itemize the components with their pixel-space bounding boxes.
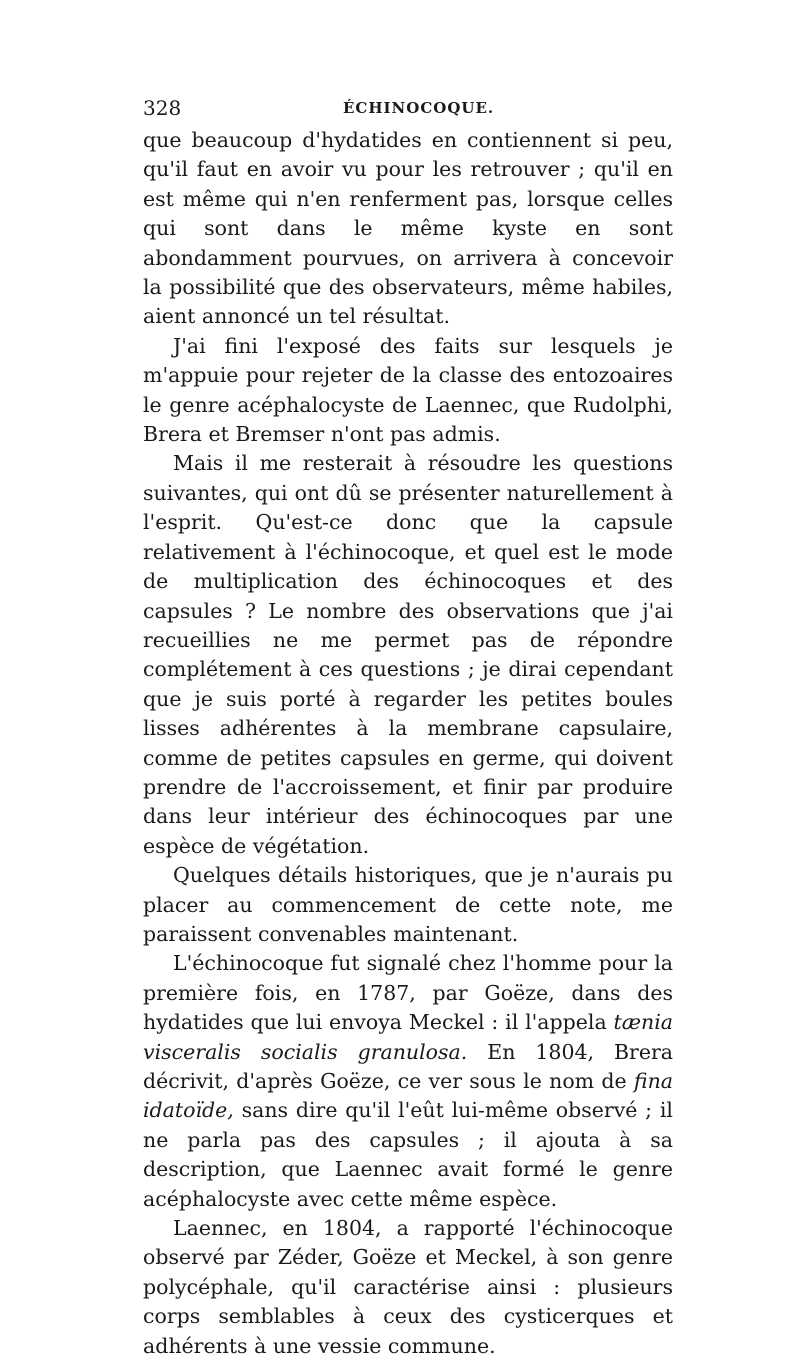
paragraph bbox=[143, 126, 673, 332]
paragraph bbox=[143, 949, 673, 1214]
text-run: Laennec, en 1804, a rapporté l'échinocoque observé par Zéder, Goëze et Meckel, à son genre polycéphale, qu'il caractérise ainsi : plusieurs corps semblables à ceux des cysticerques et adhérents à une vessie commune. bbox=[143, 1216, 673, 1358]
paragraph bbox=[143, 332, 673, 450]
text-run: Quelques détails historiques, que je n'aurais pu placer au commencement de cette note, me paraissent convenables maintenant. bbox=[143, 863, 673, 946]
body-text bbox=[143, 126, 673, 1361]
text-run: que beaucoup d'hydatides en contiennent si peu, qu'il faut en avoir vu pour les retrouver ; qu'il en est même qui n'en renferment pas, lorsque celles qui sont dans le même kyste en sont abondamment pourvues, on arrivera à concevoir la possibilité que des observateurs, même habiles, aient annoncé un tel résultat. bbox=[143, 128, 673, 329]
running-title: ÉCHINOCOQUE. bbox=[343, 99, 495, 117]
paragraph bbox=[143, 449, 673, 861]
text-run: sans dire qu'il l'eût lui-même observé ; il ne parla pas des capsules ; il ajouta à sa description, que Laennec avait formé le genre acéphalocyste avec cette même espèce. bbox=[143, 1098, 673, 1211]
italic-text: fina idatoïde, bbox=[143, 1069, 673, 1123]
text-run: L'échinocoque fut signalé chez l'homme pour la première fois, en 1787, par Goëze, dans des hydatides que lui envoya Meckel : il l'appela bbox=[143, 951, 673, 1035]
paragraph bbox=[143, 861, 673, 949]
text-run: J'ai fini l'exposé des faits sur lesquels je m'appuie pour rejeter de la classe des entozoaires le genre acéphalocyste de Laennec, que Rudolphi, Brera et Bremser n'ont pas admis. bbox=[143, 333, 673, 447]
page-number: 328 bbox=[143, 96, 182, 120]
running-head bbox=[143, 96, 673, 124]
paragraph bbox=[143, 1214, 673, 1361]
text-run: Mais il me resterait à résoudre les questions suivantes, qui ont dû se présenter naturellement à l'esprit. Qu'est-ce donc que la capsule relativement à l'échinocoque, et quel est le mode de multiplication des échinocoques et des capsules ? Le nombre des observations que j'ai recueillies ne me permet pas de répondre complétement à ces questions ; je dirai cependant que je suis porté à regarder les petites boules lisses adhérentes à la membrane capsulaire, comme de petites capsules en germe, qui doivent prendre de l'accroissement, et finir par produire dans leur intérieur des échinocoques par une espèce de végétation. bbox=[143, 451, 673, 858]
italic-text: tænia visceralis socialis granulosa. bbox=[143, 1010, 673, 1064]
text-run: En 1804, Brera décrivit, d'après Goëze, ce ver sous le nom de bbox=[143, 1039, 674, 1093]
book-page bbox=[143, 96, 673, 1361]
